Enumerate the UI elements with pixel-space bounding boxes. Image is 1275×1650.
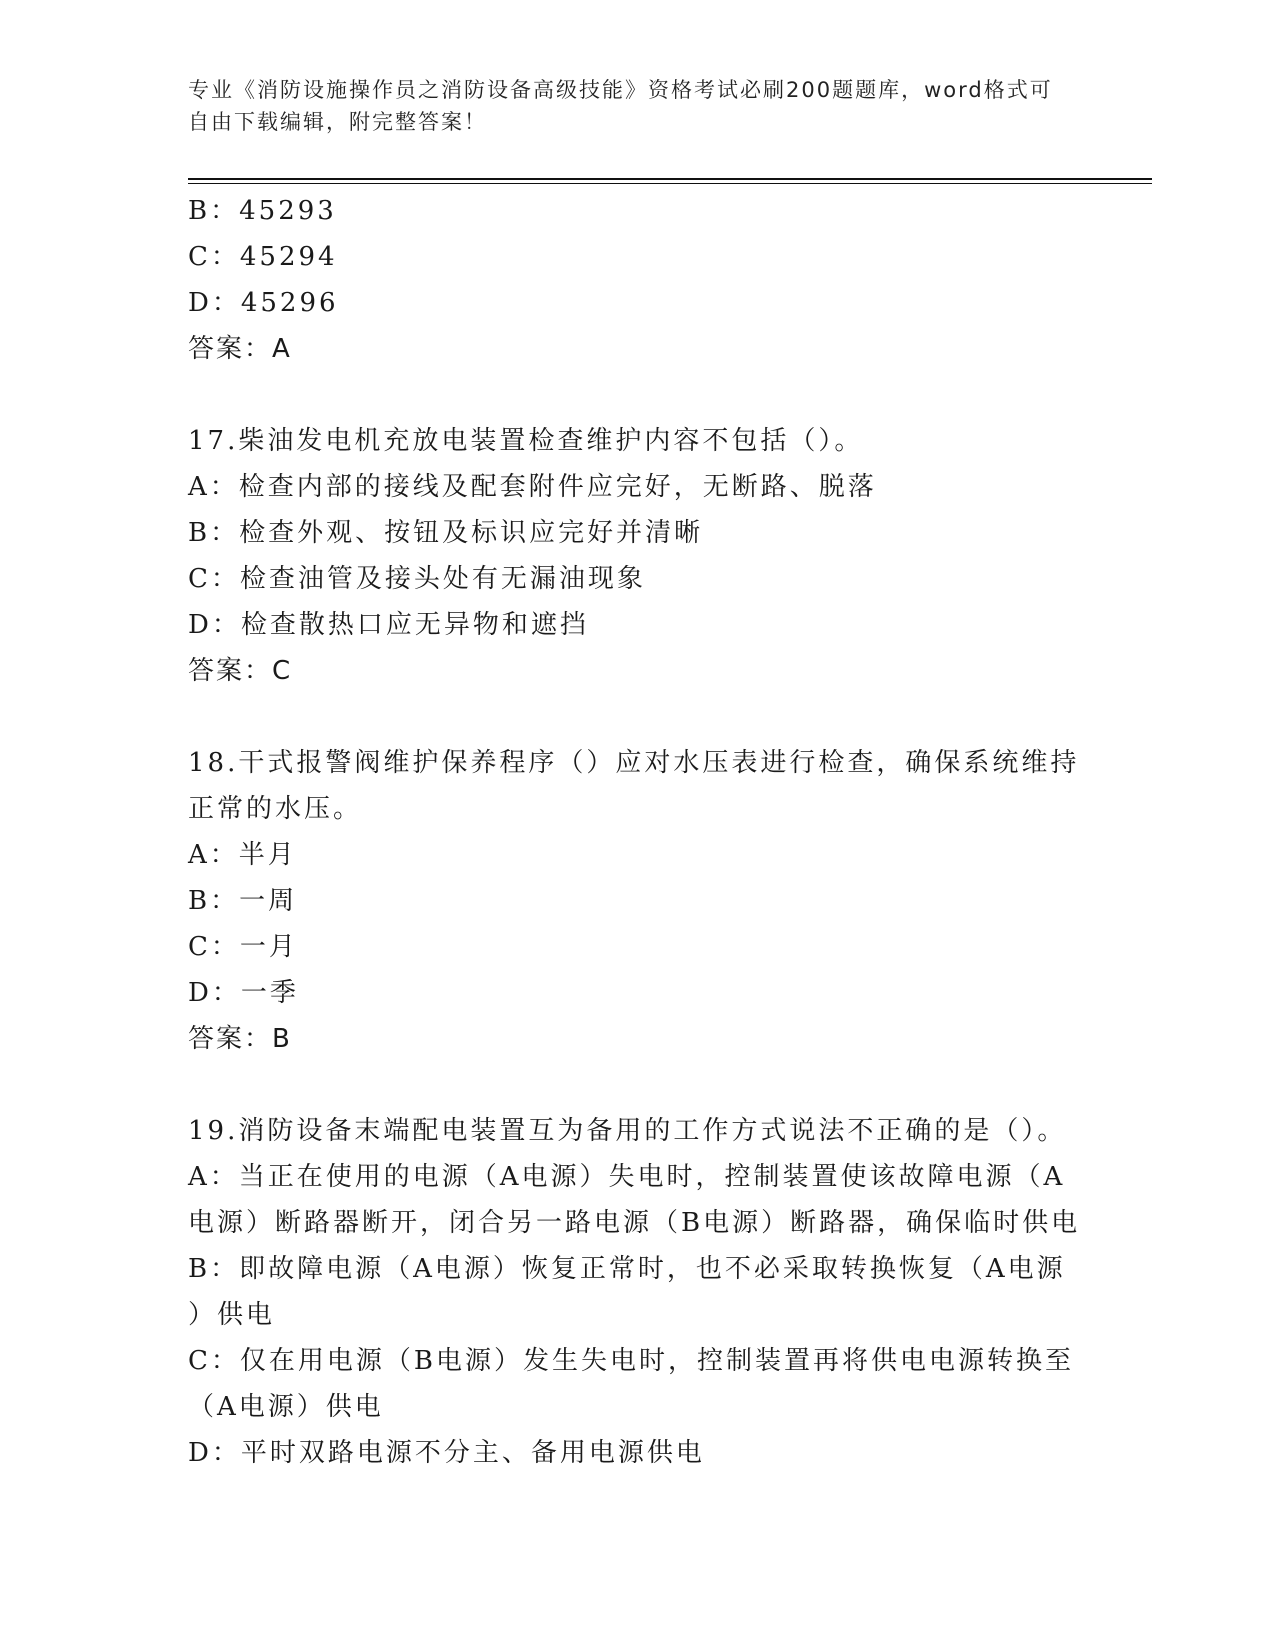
question-17 — [188, 418, 1088, 694]
option-c: C：一月 — [188, 932, 298, 962]
option-a: A：半月 — [188, 840, 297, 870]
question-stem-line-2: 正常的水压。 — [188, 794, 363, 824]
option-b: B：检查外观、按钮及标识应完好并清晰 — [188, 518, 704, 548]
option-a-line-2: 电源）断路器断开，闭合另一路电源（B电源）断路器，确保临时供电 — [188, 1208, 1081, 1238]
option-d: D：45296 — [188, 288, 339, 318]
question-18 — [188, 740, 1088, 1062]
question-stem-line-1: 18.干式报警阀维护保养程序（）应对水压表进行检查，确保系统维持 — [188, 748, 1080, 778]
header-divider-thick — [188, 178, 1152, 180]
option-c: C：检查油管及接头处有无漏油现象 — [188, 564, 646, 594]
option-b: B：一周 — [188, 886, 298, 916]
header-divider-thin — [188, 183, 1152, 184]
option-d: D：检查散热口应无异物和遮挡 — [188, 610, 589, 640]
option-b-line-2: ）供电 — [188, 1300, 276, 1330]
option-c-line-1: C：仅在用电源（B电源）发生失电时，控制装置再将供电电源转换至 — [188, 1346, 1075, 1376]
option-a-line-1: A：当正在使用的电源（A电源）失电时，控制装置使该故障电源（A — [188, 1162, 1066, 1192]
question-stem: 19.消防设备末端配电装置互为备用的工作方式说法不正确的是（）。 — [188, 1116, 1067, 1146]
option-c: C：45294 — [188, 242, 338, 272]
option-b-line-1: B：即故障电源（A电源）恢复正常时，也不必采取转换恢复（A电源 — [188, 1254, 1066, 1284]
option-d: D：一季 — [188, 978, 299, 1008]
option-b: B：45293 — [188, 196, 337, 226]
question-19 — [188, 1108, 1088, 1476]
question-stem: 17.柴油发电机充放电装置检查维护内容不包括（）。 — [188, 426, 864, 456]
answer-line: 答案：C — [188, 656, 293, 686]
question-list — [188, 188, 1088, 1476]
option-a: A：检查内部的接线及配套附件应完好，无断路、脱落 — [188, 472, 877, 502]
question-16-continued — [188, 188, 1088, 372]
option-c-line-2: （A电源）供电 — [188, 1392, 384, 1422]
option-d: D：平时双路电源不分主、备用电源供电 — [188, 1438, 705, 1468]
page-header: 专业《消防设施操作员之消防设备高级技能》资格考试必刷200题题库，word格式可自由下载编辑，附完整答案！ — [188, 78, 1053, 134]
answer-line: 答案：B — [188, 1024, 292, 1054]
answer-line: 答案：A — [188, 334, 292, 364]
